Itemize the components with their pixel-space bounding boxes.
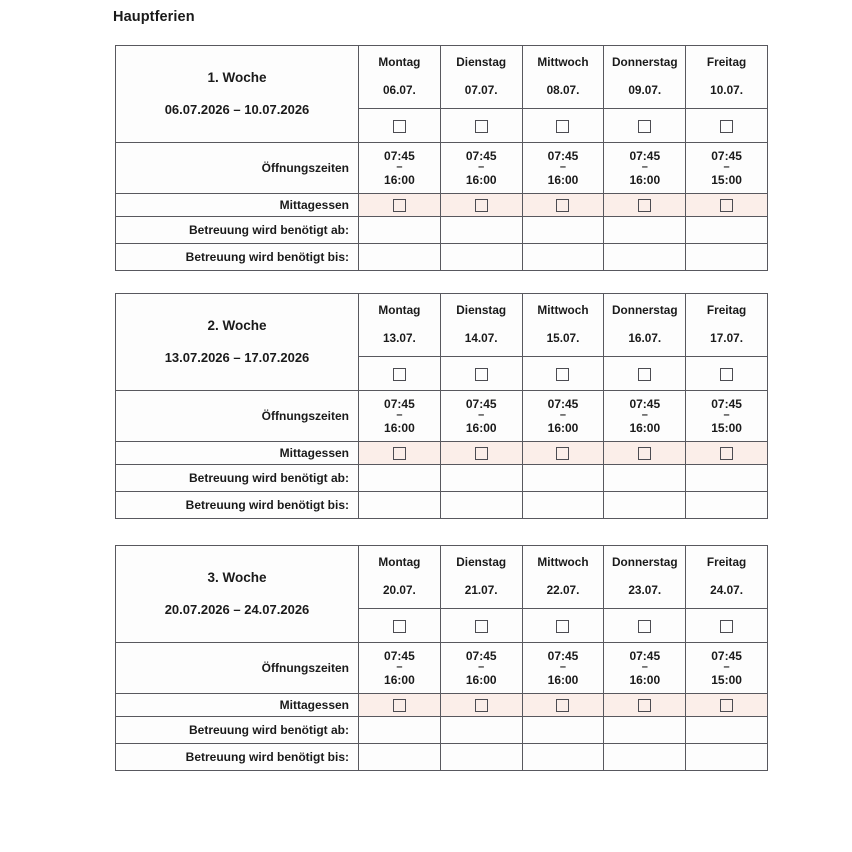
day-header-mittwoch: [522, 294, 604, 357]
close-time: 16:00: [629, 172, 661, 187]
opening-time-freitag: [686, 143, 768, 194]
day-date: 20.07.: [382, 583, 416, 597]
close-time: 16:00: [384, 420, 415, 435]
table-row-opening-times: [116, 643, 768, 694]
day-name: Mittwoch: [537, 303, 589, 318]
care-from-input-donnerstag[interactable]: [604, 217, 686, 244]
care-from-input-dienstag[interactable]: [440, 717, 522, 744]
open-time: 07:45: [547, 397, 579, 412]
care-until-input-freitag[interactable]: [686, 244, 768, 271]
empty-checkbox-icon[interactable]: [720, 120, 733, 133]
time-dash: –: [396, 661, 403, 674]
lunch-cell-freitag[interactable]: [686, 694, 768, 717]
day-date: 21.07.: [464, 583, 498, 597]
close-time: 15:00: [711, 420, 742, 435]
week-date-range: 20.07.2026 – 24.07.2026: [164, 602, 310, 618]
lunch-cell-dienstag[interactable]: [440, 194, 522, 217]
week-title-label: 1. Woche: [207, 70, 267, 86]
table-row-opening-times: [116, 143, 768, 194]
opening-time-dienstag: [440, 643, 522, 694]
close-time: 16:00: [384, 172, 415, 187]
week-table-1: [115, 45, 768, 271]
empty-checkbox-icon[interactable]: [393, 620, 406, 633]
care-from-input-mittwoch[interactable]: [522, 717, 604, 744]
care-until-input-montag[interactable]: [359, 744, 441, 771]
day-header-freitag: [686, 294, 768, 357]
close-time: 16:00: [547, 172, 579, 187]
open-time: 07:45: [465, 149, 497, 164]
care-from-input-freitag[interactable]: [686, 717, 768, 744]
day-name: Dienstag: [456, 555, 507, 570]
opening-time-freitag: [686, 643, 768, 694]
close-time: 16:00: [629, 672, 661, 687]
day-name: Freitag: [706, 555, 747, 570]
lunch-cell-montag[interactable]: [359, 194, 441, 217]
lunch-cell-donnerstag[interactable]: [604, 194, 686, 217]
table-row-opening-times: [116, 391, 768, 442]
open-time: 07:45: [629, 149, 661, 164]
open-time: 07:45: [384, 397, 415, 412]
row-label-care-until: Betreuung wird benötigt bis:: [116, 244, 359, 271]
day-date: 24.07.: [710, 583, 743, 597]
table-row-care-from: [116, 217, 768, 244]
day-header-freitag: [686, 46, 768, 109]
empty-checkbox-icon[interactable]: [475, 447, 488, 460]
empty-checkbox-icon[interactable]: [638, 199, 651, 212]
row-label-care-until: Betreuung wird benötigt bis:: [116, 744, 359, 771]
day-name: Montag: [378, 555, 421, 570]
empty-checkbox-icon[interactable]: [720, 368, 733, 381]
empty-checkbox-icon[interactable]: [638, 120, 651, 133]
open-time: 07:45: [547, 149, 579, 164]
lunch-cell-mittwoch[interactable]: [522, 194, 604, 217]
open-time: 07:45: [384, 149, 415, 164]
empty-checkbox-icon[interactable]: [556, 120, 569, 133]
day-select-cell-montag[interactable]: [359, 609, 441, 643]
day-select-cell-mittwoch[interactable]: [522, 109, 604, 143]
empty-checkbox-icon[interactable]: [720, 199, 733, 212]
care-until-input-dienstag[interactable]: [440, 244, 522, 271]
table-row-care-from: [116, 717, 768, 744]
close-time: 16:00: [465, 672, 497, 687]
care-until-input-dienstag[interactable]: [440, 492, 522, 519]
empty-checkbox-icon[interactable]: [556, 620, 569, 633]
day-name: Donnerstag: [612, 55, 678, 70]
day-select-cell-montag[interactable]: [359, 109, 441, 143]
day-name: Dienstag: [456, 303, 507, 318]
close-time: 16:00: [465, 172, 497, 187]
care-until-input-montag[interactable]: [359, 492, 441, 519]
week-title-label: 3. Woche: [207, 570, 267, 586]
table-row-lunch: [116, 694, 768, 717]
care-from-input-montag[interactable]: [359, 465, 441, 492]
day-select-cell-freitag[interactable]: [686, 109, 768, 143]
day-select-cell-mittwoch[interactable]: [522, 357, 604, 391]
care-until-input-mittwoch[interactable]: [522, 244, 604, 271]
care-until-input-mittwoch[interactable]: [522, 492, 604, 519]
day-name: Freitag: [706, 303, 747, 318]
day-date: 14.07.: [464, 331, 498, 345]
time-dash: –: [641, 409, 648, 422]
care-until-input-freitag[interactable]: [686, 744, 768, 771]
time-dash: –: [478, 161, 485, 174]
day-date: 13.07.: [382, 331, 416, 345]
care-from-input-donnerstag[interactable]: [604, 717, 686, 744]
week-title-label: 2. Woche: [207, 318, 267, 334]
time-dash: –: [559, 161, 567, 174]
open-time: 07:45: [465, 397, 497, 412]
day-select-cell-dienstag[interactable]: [440, 609, 522, 643]
close-time: 16:00: [547, 672, 579, 687]
day-header-dienstag: [440, 546, 522, 609]
day-name: Dienstag: [456, 55, 507, 70]
day-header-montag: [359, 46, 441, 109]
day-name: Donnerstag: [612, 303, 678, 318]
row-label-care-from: Betreuung wird benötigt ab:: [116, 217, 359, 244]
lunch-cell-dienstag[interactable]: [440, 442, 522, 465]
empty-checkbox-icon[interactable]: [638, 447, 651, 460]
time-dash: –: [396, 161, 403, 174]
empty-checkbox-icon[interactable]: [393, 447, 406, 460]
empty-checkbox-icon[interactable]: [720, 620, 733, 633]
time-dash: –: [641, 661, 648, 674]
table-row-lunch: [116, 442, 768, 465]
day-select-cell-dienstag[interactable]: [440, 357, 522, 391]
day-name: Freitag: [706, 55, 747, 70]
lunch-cell-mittwoch[interactable]: [522, 694, 604, 717]
table-row-header: [116, 294, 768, 357]
day-select-cell-donnerstag[interactable]: [604, 609, 686, 643]
care-until-input-donnerstag[interactable]: [604, 244, 686, 271]
lunch-cell-dienstag[interactable]: [440, 694, 522, 717]
day-select-cell-donnerstag[interactable]: [604, 109, 686, 143]
day-date: 16.07.: [628, 331, 662, 345]
day-date: 17.07.: [710, 331, 743, 345]
opening-time-montag: [359, 391, 441, 442]
day-name: Donnerstag: [612, 555, 678, 570]
day-date: 10.07.: [710, 83, 743, 97]
page-title: Hauptferien: [113, 9, 195, 25]
day-select-cell-montag[interactable]: [359, 357, 441, 391]
time-dash: –: [723, 661, 730, 674]
day-select-cell-mittwoch[interactable]: [522, 609, 604, 643]
day-date: 09.07.: [628, 83, 662, 97]
care-from-input-freitag[interactable]: [686, 465, 768, 492]
lunch-cell-mittwoch[interactable]: [522, 442, 604, 465]
care-from-input-freitag[interactable]: [686, 217, 768, 244]
day-select-cell-freitag[interactable]: [686, 609, 768, 643]
empty-checkbox-icon[interactable]: [475, 368, 488, 381]
care-until-input-dienstag[interactable]: [440, 744, 522, 771]
open-time: 07:45: [711, 397, 742, 412]
table-row-header: [116, 546, 768, 609]
time-dash: –: [478, 409, 485, 422]
row-label-opening-times: Öffnungszeiten: [116, 391, 359, 442]
open-time: 07:45: [711, 649, 742, 664]
care-until-input-donnerstag[interactable]: [604, 744, 686, 771]
time-dash: –: [723, 161, 730, 174]
lunch-cell-freitag[interactable]: [686, 194, 768, 217]
table-row-lunch: [116, 194, 768, 217]
empty-checkbox-icon[interactable]: [393, 120, 406, 133]
open-time: 07:45: [384, 649, 415, 664]
empty-checkbox-icon[interactable]: [556, 199, 569, 212]
close-time: 15:00: [711, 172, 742, 187]
opening-time-mittwoch: [522, 391, 604, 442]
care-until-input-donnerstag[interactable]: [604, 492, 686, 519]
empty-checkbox-icon[interactable]: [393, 699, 406, 712]
day-header-montag: [359, 546, 441, 609]
day-select-cell-freitag[interactable]: [686, 357, 768, 391]
week-table-2: [115, 293, 768, 519]
day-date: 06.07.: [382, 83, 416, 97]
opening-time-montag: [359, 643, 441, 694]
lunch-cell-montag[interactable]: [359, 442, 441, 465]
care-from-input-donnerstag[interactable]: [604, 465, 686, 492]
day-name: Mittwoch: [537, 555, 589, 570]
empty-checkbox-icon[interactable]: [638, 620, 651, 633]
day-date: 08.07.: [546, 83, 580, 97]
row-label-lunch: Mittagessen: [116, 194, 359, 217]
time-dash: –: [641, 161, 648, 174]
day-name: Montag: [378, 303, 421, 318]
open-time: 07:45: [629, 397, 661, 412]
week-date-range: 06.07.2026 – 10.07.2026: [164, 102, 310, 118]
row-label-opening-times: Öffnungszeiten: [116, 143, 359, 194]
day-header-dienstag: [440, 46, 522, 109]
cut-off-header-remnant: [250, 0, 600, 4]
lunch-cell-freitag[interactable]: [686, 442, 768, 465]
opening-time-montag: [359, 143, 441, 194]
empty-checkbox-icon[interactable]: [393, 368, 406, 381]
empty-checkbox-icon[interactable]: [720, 447, 733, 460]
lunch-cell-montag[interactable]: [359, 694, 441, 717]
empty-checkbox-icon[interactable]: [638, 699, 651, 712]
time-dash: –: [559, 409, 567, 422]
close-time: 16:00: [547, 420, 579, 435]
empty-checkbox-icon[interactable]: [638, 368, 651, 381]
empty-checkbox-icon[interactable]: [393, 199, 406, 212]
time-dash: –: [396, 409, 403, 422]
open-time: 07:45: [547, 649, 579, 664]
row-label-opening-times: Öffnungszeiten: [116, 643, 359, 694]
week-title-cell: [116, 46, 359, 143]
opening-time-dienstag: [440, 143, 522, 194]
empty-checkbox-icon[interactable]: [720, 699, 733, 712]
opening-time-donnerstag: [604, 143, 686, 194]
opening-time-mittwoch: [522, 643, 604, 694]
empty-checkbox-icon[interactable]: [475, 620, 488, 633]
close-time: 16:00: [384, 672, 415, 687]
close-time: 15:00: [711, 672, 742, 687]
day-date: 23.07.: [628, 583, 662, 597]
time-dash: –: [723, 409, 730, 422]
day-header-mittwoch: [522, 546, 604, 609]
lunch-cell-donnerstag[interactable]: [604, 442, 686, 465]
table-row-care-from: [116, 465, 768, 492]
day-name: Montag: [378, 55, 421, 70]
care-from-input-montag[interactable]: [359, 717, 441, 744]
row-label-lunch: Mittagessen: [116, 694, 359, 717]
table-row-care-until: [116, 492, 768, 519]
care-until-input-freitag[interactable]: [686, 492, 768, 519]
empty-checkbox-icon[interactable]: [475, 199, 488, 212]
care-from-input-mittwoch[interactable]: [522, 217, 604, 244]
day-header-dienstag: [440, 294, 522, 357]
empty-checkbox-icon[interactable]: [556, 699, 569, 712]
table-row-care-until: [116, 744, 768, 771]
day-select-cell-donnerstag[interactable]: [604, 357, 686, 391]
empty-checkbox-icon[interactable]: [475, 699, 488, 712]
week-table-3: [115, 545, 768, 771]
care-from-input-mittwoch[interactable]: [522, 465, 604, 492]
week-title-cell: [116, 294, 359, 391]
close-time: 16:00: [629, 420, 661, 435]
day-header-donnerstag: [604, 46, 686, 109]
empty-checkbox-icon[interactable]: [556, 447, 569, 460]
opening-time-donnerstag: [604, 643, 686, 694]
empty-checkbox-icon[interactable]: [556, 368, 569, 381]
care-until-input-mittwoch[interactable]: [522, 744, 604, 771]
day-header-montag: [359, 294, 441, 357]
day-date: 22.07.: [546, 583, 580, 597]
empty-checkbox-icon[interactable]: [475, 120, 488, 133]
row-label-care-from: Betreuung wird benötigt ab:: [116, 465, 359, 492]
care-until-input-montag[interactable]: [359, 244, 441, 271]
day-header-freitag: [686, 546, 768, 609]
table-row-header: [116, 46, 768, 109]
day-date: 15.07.: [546, 331, 580, 345]
opening-time-dienstag: [440, 391, 522, 442]
time-dash: –: [559, 661, 567, 674]
day-header-donnerstag: [604, 294, 686, 357]
care-from-input-dienstag[interactable]: [440, 465, 522, 492]
lunch-cell-donnerstag[interactable]: [604, 694, 686, 717]
close-time: 16:00: [465, 420, 497, 435]
week-title-cell: [116, 546, 359, 643]
open-time: 07:45: [711, 149, 742, 164]
row-label-lunch: Mittagessen: [116, 442, 359, 465]
row-label-care-from: Betreuung wird benötigt ab:: [116, 717, 359, 744]
time-dash: –: [478, 661, 485, 674]
day-date: 07.07.: [464, 83, 498, 97]
day-name: Mittwoch: [537, 55, 589, 70]
row-label-care-until: Betreuung wird benötigt bis:: [116, 492, 359, 519]
week-date-range: 13.07.2026 – 17.07.2026: [164, 350, 310, 366]
day-select-cell-dienstag[interactable]: [440, 109, 522, 143]
care-from-input-montag[interactable]: [359, 217, 441, 244]
open-time: 07:45: [629, 649, 661, 664]
table-row-care-until: [116, 244, 768, 271]
day-header-donnerstag: [604, 546, 686, 609]
opening-time-mittwoch: [522, 143, 604, 194]
opening-time-freitag: [686, 391, 768, 442]
open-time: 07:45: [465, 649, 497, 664]
care-from-input-dienstag[interactable]: [440, 217, 522, 244]
opening-time-donnerstag: [604, 391, 686, 442]
day-header-mittwoch: [522, 46, 604, 109]
